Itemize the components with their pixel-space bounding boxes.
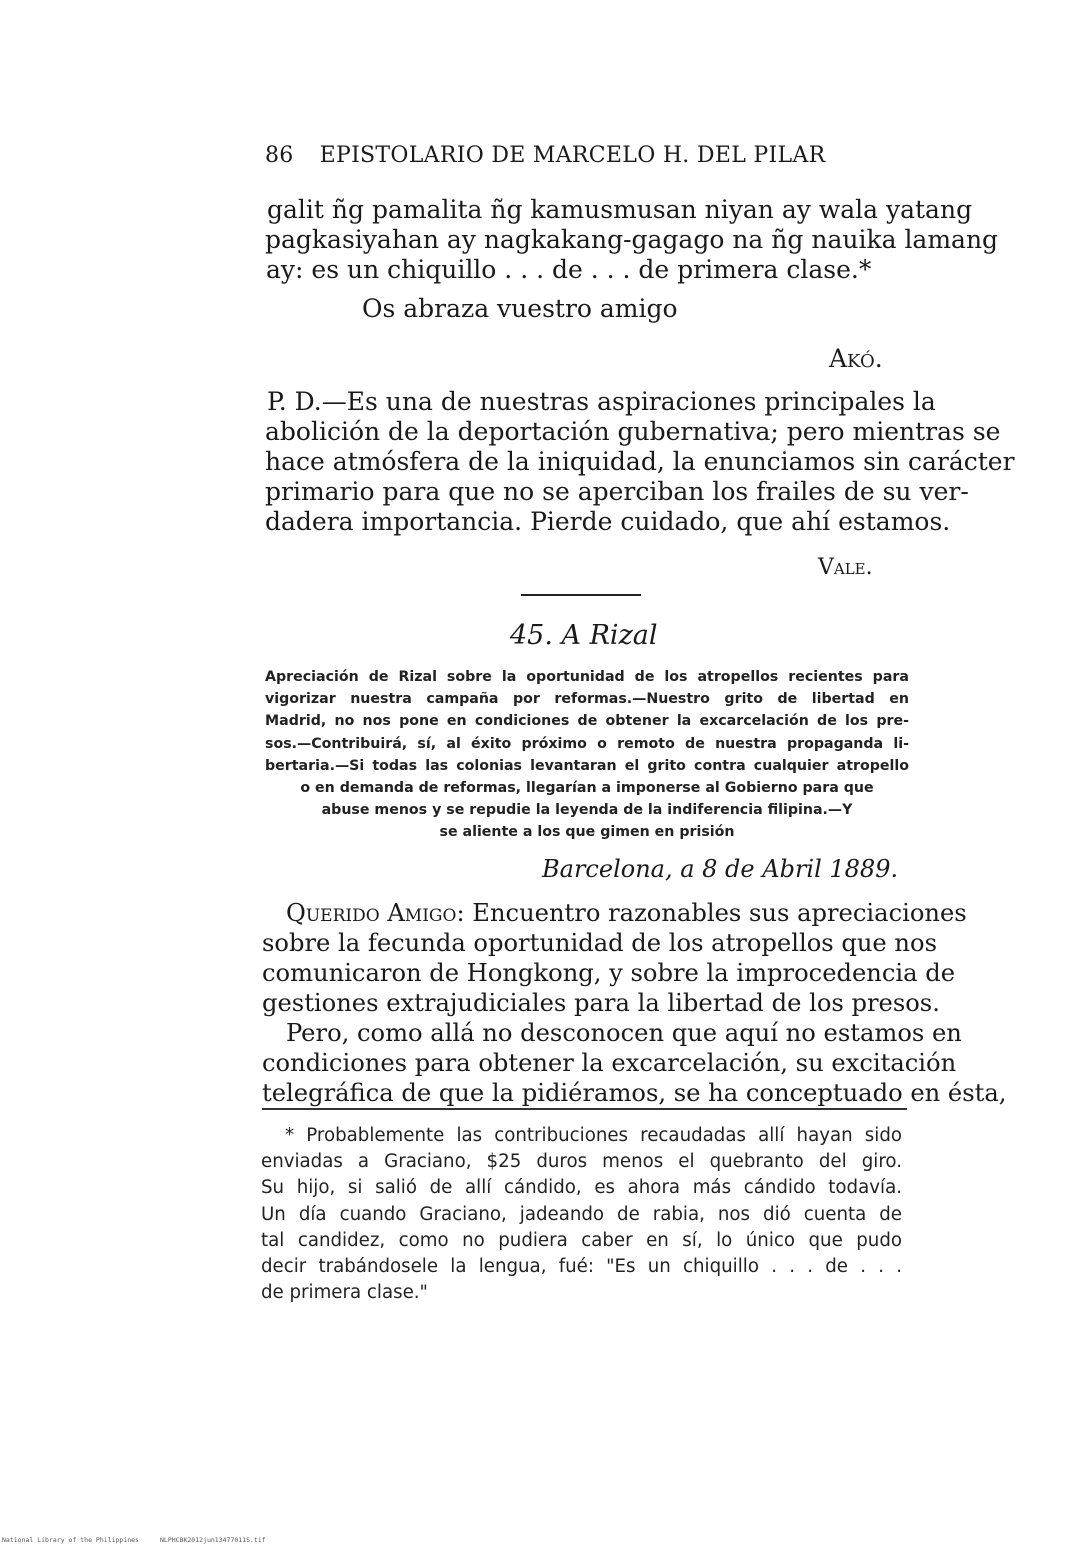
scan-library-label: National Library of the Philippines: [2, 1536, 139, 1544]
summary-line: Apreciación de Rizal sobre la oportunidad de los atropellos recientes para: [265, 669, 909, 685]
running-header: [265, 143, 840, 168]
running-title: EPISTOLARIO DE MARCELO H. DEL PILAR: [319, 143, 826, 168]
footnote-line: de primera clase.": [261, 1282, 428, 1303]
footnote-line: tal candidez, como no pudiera caber en sí, lo único que pudo: [261, 1230, 902, 1251]
signature: Akó.: [829, 344, 883, 373]
summary-line: abuse menos y se repudie la leyenda de la indiferencia filipina.—Y: [321, 802, 853, 818]
summary-line: se aliente a los que gimen en prisión: [439, 824, 735, 840]
salutation: Querido Amigo:: [286, 899, 465, 927]
summary-line: vigorizar nuestra campaña por reformas.—Nuestro grito de libertad en: [265, 691, 909, 707]
postscript-line: dadera importancia. Pierde cuidado, que ahí estamos.: [265, 507, 951, 536]
scan-file-id: NLPHCBK2012jun13477011S.tif: [160, 1536, 266, 1544]
dateline: Barcelona, a 8 de Abril 1889.: [542, 855, 899, 883]
footnote-line: * Probablemente las contribuciones recaudadas allí hayan sido: [285, 1125, 902, 1146]
body-line: ay: es un chiquillo . . . de . . . de primera clase.*: [266, 255, 872, 284]
letter-first-line: [286, 898, 967, 928]
summary-line: bertaria.—Si todas las colonias levantaran el grito contra cualquier atropello: [265, 758, 909, 774]
body-line: telegráfica de que la pidiéramos, se ha conceptuado en ésta,: [262, 1079, 1007, 1107]
summary-line: o en demanda de reformas, llegarían a imponerse al Gobierno para que: [300, 780, 874, 796]
footnote-line: decir trabándosele la lengua, fué: "Es un chiquillo . . . de . . .: [261, 1256, 902, 1277]
letter-title: 45. A Rizal: [510, 620, 658, 651]
postscript-line: primario para que no se aperciban los frailes de su ver-: [265, 477, 969, 506]
body-line: galit ñg pamalita ñg kamusmusan niyan ay wala yatang: [267, 195, 973, 224]
body-line: comunicaron de Hongkong, y sobre la improcedencia de: [262, 959, 956, 987]
postscript-line: hace atmósfera de la iniquidad, la enunciamos sin carácter: [265, 447, 1015, 476]
body-line: gestiones extrajudiciales para la libertad de los presos.: [262, 989, 940, 1017]
section-divider: [521, 594, 641, 596]
body-line: Pero, como allá no desconocen que aquí no estamos en: [286, 1019, 962, 1047]
postscript-line: P. D.—Es una de nuestras aspiraciones principales la: [267, 387, 936, 416]
footnote-line: Un día cuando Graciano, jadeando de rabia, nos dió cuenta de: [261, 1204, 902, 1225]
footnote-line: Su hijo, si salió de allí cándido, es ahora más cándido todavía.: [261, 1177, 902, 1198]
closing-line: Os abraza vuestro amigo: [362, 294, 678, 323]
body-line: sobre la fecunda oportunidad de los atropellos que nos: [262, 929, 937, 957]
footnote-rule: [262, 1108, 907, 1110]
postscript-line: abolición de la deportación gubernativa; pero mientras se: [265, 417, 1001, 446]
summary-line: Madrid, no nos pone en condiciones de obtener la excarcelación de los pre-: [265, 713, 909, 729]
body-line: pagkasiyahan ay nagkakang-gagago na ñg nauika lamang: [265, 225, 999, 254]
vale-signoff: Vale.: [818, 555, 873, 580]
body-line: condiciones para obtener la excarcelación, su excitación: [262, 1049, 957, 1077]
body-text: Encuentro razonables sus apreciaciones: [472, 899, 967, 927]
page-number: 86: [265, 143, 294, 168]
summary-line: sos.—Contribuirá, sí, al éxito próximo o remoto de nuestra propaganda li-: [265, 736, 909, 752]
footnote-line: enviadas a Graciano, $25 duros menos el quebranto del giro.: [261, 1151, 902, 1172]
